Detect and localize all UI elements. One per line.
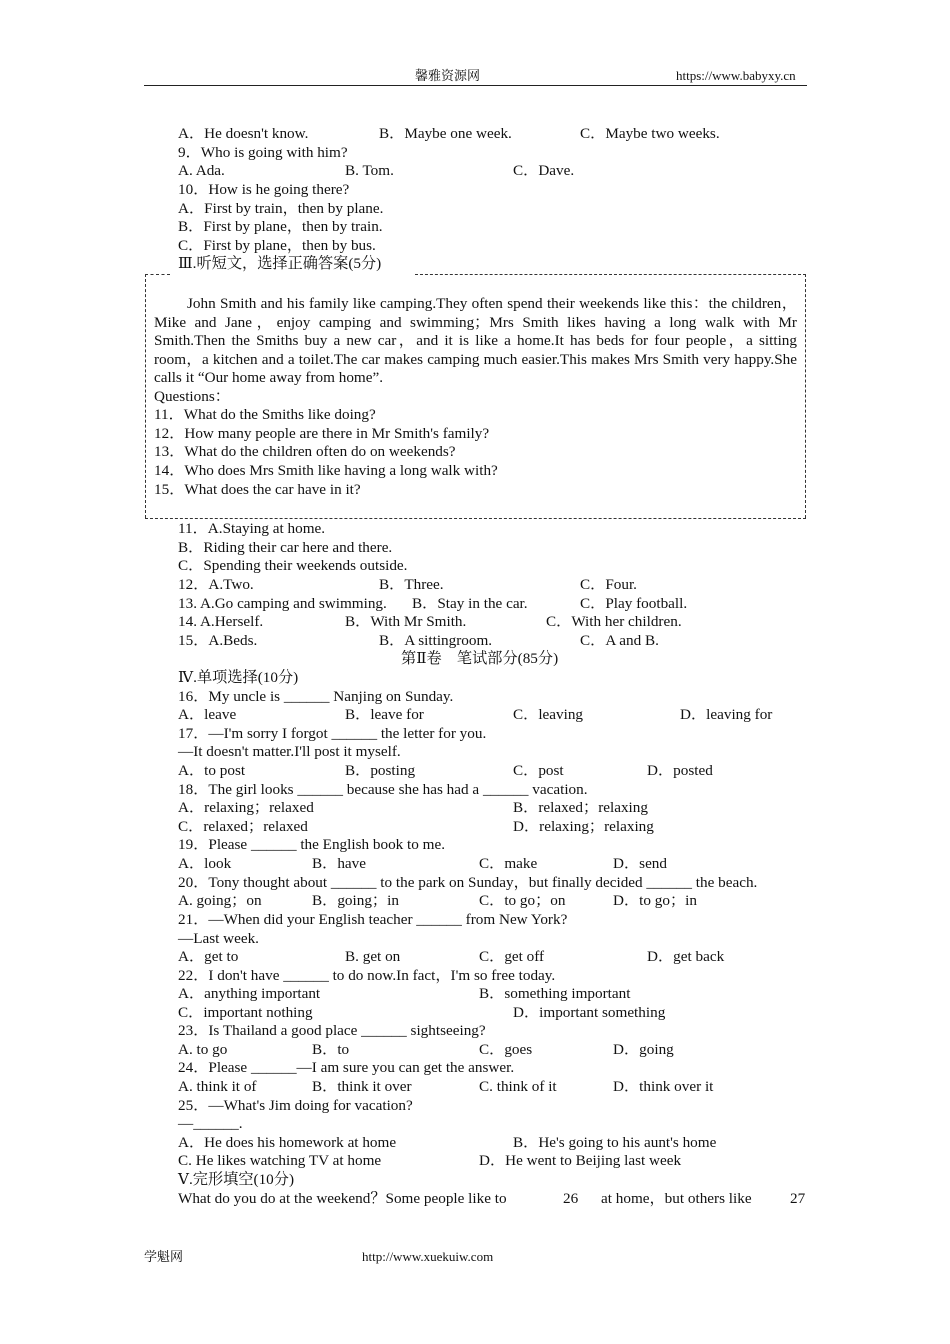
q16-stem: 16．My uncle is ______ Nanjing on Sunday. — [178, 688, 454, 705]
q22-stem: 22．I don't have ______ to do now.In fact，I'm so free today. — [178, 967, 556, 984]
q8-option-a: A．He doesn't know. — [178, 125, 309, 142]
q25-option-b: B．He's going to his aunt's home — [513, 1134, 717, 1151]
q21-option-a: A．get to — [178, 948, 239, 965]
passage-question-12: 12．How many people are there in Mr Smith's family? — [154, 425, 490, 442]
q10-option-a: A．First by train，then by plane. — [178, 200, 384, 217]
q18-option-d: D．relaxing；relaxing — [513, 818, 654, 835]
q19-option-b: B．have — [312, 855, 366, 872]
q17-option-c: C．post — [513, 762, 564, 779]
q23-option-a: A. to go — [178, 1041, 228, 1058]
footer-site-name: 学魁网 — [144, 1249, 184, 1264]
q23-option-b: B．to — [312, 1041, 350, 1058]
q24-stem: 24．Please ______—I am sure you can get the answer. — [178, 1059, 515, 1076]
q16-option-c: C．leaving — [513, 706, 584, 723]
q17-option-b: B．posting — [345, 762, 416, 779]
q9-option-b: B. Tom. — [345, 162, 394, 179]
q24-option-c: C. think of it — [479, 1078, 557, 1095]
header-rule — [144, 85, 807, 86]
cloze-blank-27: 27 — [790, 1190, 806, 1207]
q13-option-a: 13. A.Go camping and swimming. — [178, 595, 387, 612]
part-2-title: 第Ⅱ卷 笔试部分(85分) — [401, 650, 559, 667]
q11-option-c: C．Spending their weekends outside. — [178, 557, 408, 574]
box-left-border — [145, 274, 146, 518]
q12-option-a: 12．A.Two. — [178, 576, 254, 593]
q22-option-d: D．important something — [513, 1004, 666, 1021]
section-4-title: Ⅳ.单项选择(10分) — [178, 669, 299, 686]
listening-passage: John Smith and his family like camping.They often spend their weekends like this：the children，Mike and Jane，enjoy camping and swimming；Mrs Smith likes having a long walk with Mr Smith.Then the Smiths buy a new car，and it is like a home.It has beds for four people，a sitting room，a kitchen and a toilet.The car makes camping much easier.This makes Mrs Smith very happy.She calls it “Our home away from home”. — [154, 295, 797, 386]
q8-option-c: C．Maybe two weeks. — [580, 125, 720, 142]
q16-option-a: A．leave — [178, 706, 237, 723]
q15-option-c: C．A and B. — [580, 632, 659, 649]
q22-option-c: C．important nothing — [178, 1004, 313, 1021]
q25-stem: 25．—What's Jim doing for vacation? — [178, 1097, 413, 1114]
box-top-right-border — [415, 274, 806, 275]
q25-option-d: D．He went to Beijing last week — [479, 1152, 682, 1169]
q21-stem: 21．—When did your English teacher ______ from New York? — [178, 911, 568, 928]
box-top-left-border — [145, 274, 170, 275]
q14-option-a: 14. A.Herself. — [178, 613, 264, 630]
q10-option-b: B．First by plane，then by train. — [178, 218, 383, 235]
q22-option-a: A．anything important — [178, 985, 321, 1002]
q21-option-b: B. get on — [345, 948, 401, 965]
q17-stem: 17．—I'm sorry I forgot ______ the letter for you. — [178, 725, 487, 742]
section-3-title: Ⅲ.听短文，选择正确答案(5分) — [178, 255, 382, 272]
q8-option-b: B．Maybe one week. — [379, 125, 512, 142]
q15-option-a: 15．A.Beds. — [178, 632, 258, 649]
q21-option-c: C．get off — [479, 948, 545, 965]
q16-option-b: B．leave for — [345, 706, 424, 723]
q11-option-b: B．Riding their car here and there. — [178, 539, 393, 556]
box-right-border — [805, 274, 806, 518]
q19-option-a: A．look — [178, 855, 232, 872]
q12-option-c: C．Four. — [580, 576, 637, 593]
q23-option-d: D．going — [613, 1041, 674, 1058]
q20-stem: 20．Tony thought about ______ to the park on Sunday，but finally decided ______ the beach. — [178, 874, 758, 891]
cloze-line-mid: at home，but others like — [601, 1190, 752, 1207]
q12-option-b: B．Three. — [379, 576, 444, 593]
q13-option-b: B．Stay in the car. — [412, 595, 528, 612]
box-bottom-border — [145, 518, 806, 519]
q14-option-c: C．With her children. — [546, 613, 682, 630]
q20-option-c: C．to go；on — [479, 892, 566, 909]
q17-option-a: A．to post — [178, 762, 246, 779]
header-url[interactable]: https://www.babyxy.cn — [676, 68, 796, 83]
q16-option-d: D．leaving for — [680, 706, 773, 723]
q13-option-c: C．Play football. — [580, 595, 688, 612]
q21-option-d: D．get back — [647, 948, 725, 965]
q23-stem: 23．Is Thailand a good place ______ sightseeing? — [178, 1022, 486, 1039]
q20-option-d: D．to go；in — [613, 892, 697, 909]
header-site-name: 馨雅资源网 — [415, 68, 481, 83]
cloze-line-start: What do you do at the weekend？Some people like to — [178, 1190, 507, 1207]
q10-stem: 10．How is he going there? — [178, 181, 350, 198]
cloze-blank-26: 26 — [563, 1190, 579, 1207]
q18-option-a: A．relaxing；relaxed — [178, 799, 314, 816]
passage-question-11: 11．What do the Smiths like doing? — [154, 406, 376, 423]
q9-stem: 9．Who is going with him? — [178, 144, 348, 161]
q18-option-b: B．relaxed；relaxing — [513, 799, 648, 816]
section-5-title: Ⅴ.完形填空(10分) — [178, 1171, 295, 1188]
q15-option-b: B．A sittingroom. — [379, 632, 493, 649]
q25-option-c: C. He likes watching TV at home — [178, 1152, 382, 1169]
q19-option-d: D．send — [613, 855, 667, 872]
q23-option-c: C．goes — [479, 1041, 533, 1058]
q24-option-d: D．think over it — [613, 1078, 714, 1095]
q19-option-c: C．make — [479, 855, 538, 872]
passage-question-15: 15．What does the car have in it? — [154, 481, 361, 498]
q20-option-a: A. going；on — [178, 892, 262, 909]
q14-option-b: B．With Mr Smith. — [345, 613, 467, 630]
q21-reply: —Last week. — [178, 930, 259, 947]
q24-option-a: A. think it of — [178, 1078, 257, 1095]
q18-option-c: C．relaxed；relaxed — [178, 818, 308, 835]
q19-stem: 19．Please ______ the English book to me. — [178, 836, 446, 853]
q11-option-a: 11．A.Staying at home. — [178, 520, 326, 537]
q9-option-a: A. Ada. — [178, 162, 225, 179]
q17-option-d: D．posted — [647, 762, 713, 779]
passage-question-14: 14．Who does Mrs Smith like having a long walk with? — [154, 462, 498, 479]
q17-reply: —It doesn't matter.I'll post it myself. — [178, 743, 401, 760]
q18-stem: 18．The girl looks ______ because she has had a ______ vacation. — [178, 781, 588, 798]
q9-option-c: C．Dave. — [513, 162, 575, 179]
q20-option-b: B．going；in — [312, 892, 399, 909]
q24-option-b: B．think it over — [312, 1078, 412, 1095]
q22-option-b: B．something important — [479, 985, 631, 1002]
q25-option-a: A．He does his homework at home — [178, 1134, 397, 1151]
footer-url[interactable]: http://www.xuekuiw.com — [362, 1249, 494, 1264]
q25-reply: —______. — [178, 1115, 243, 1132]
q10-option-c: C．First by plane，then by bus. — [178, 237, 376, 254]
passage-question-13: 13．What do the children often do on weekends? — [154, 443, 456, 460]
questions-label: Questions： — [154, 388, 230, 405]
